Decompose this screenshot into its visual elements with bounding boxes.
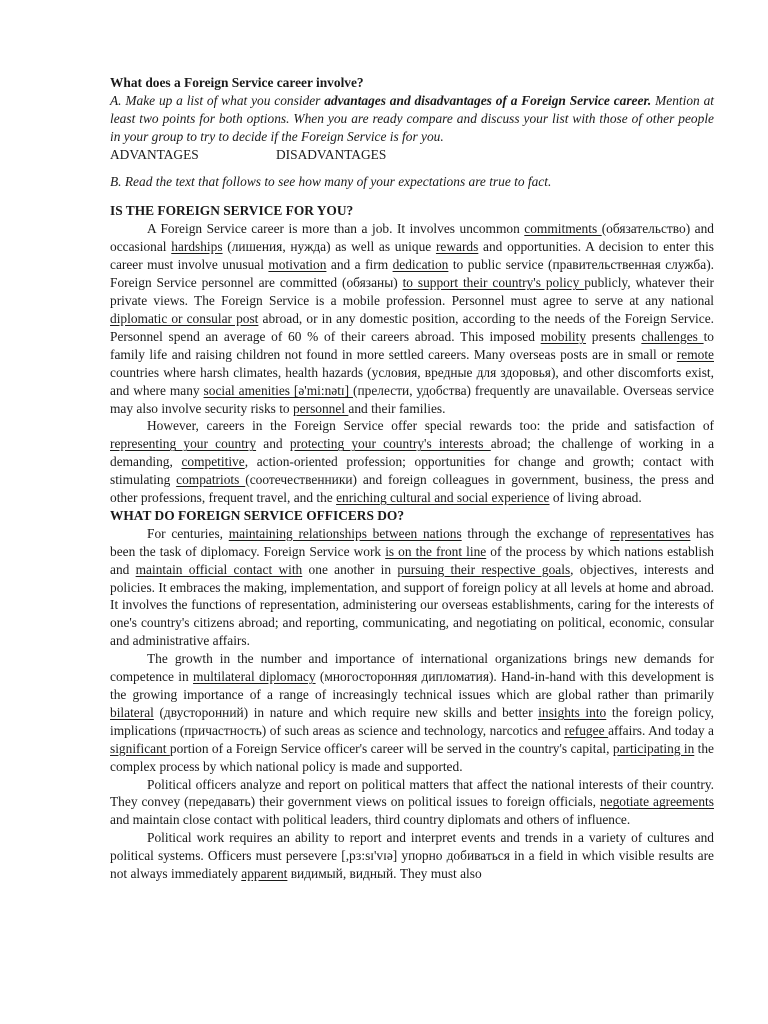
emphasis-text: advantages and disadvantages of a Foreign Service career. (324, 92, 652, 108)
task-a-text (110, 92, 714, 146)
underlined-term: to support their country's policy (402, 275, 585, 291)
text-run: and opportunities. A decision to enter this career must involve unusual (110, 239, 715, 273)
text-run: Political officers analyze and report on political matters that affect the national interests of their country. They convey (передавать) their government views on political issues to foreign officials, (110, 776, 714, 810)
text-run: Political work requires an ability to report and interpret events and trends in a variety of cultures and political systems. Officers must persevere [,pɜ:sɪ'vɪə] упорно добиваться in a field in which visible results are not always immediately (110, 830, 714, 882)
text-run: (соотечественники) and foreign colleagues in government, business, the press and other professions, frequent travel, and the (110, 472, 715, 506)
underlined-term: maintain official contact with (135, 561, 303, 577)
text-run: publicly, whatever their private views. The Foreign Service is a mobile profession. Personnel must agree to serve at any national (110, 275, 714, 309)
underlined-term: pursuing their respective goals (397, 561, 571, 577)
text-run: one another in (302, 561, 398, 577)
underlined-term: remote (676, 346, 714, 362)
text-run: Mention at least two points for both options. When you are ready compare and discuss your list with those of other people in your group to try to decide if the Foreign Service is for you. (110, 92, 714, 144)
text-run: For centuries, (147, 525, 229, 541)
text-run: and maintain close contact with political leaders, third country diplomats and others of influence. (110, 812, 631, 828)
underlined-term: challenges (641, 328, 704, 344)
underlined-term: multilateral diplomacy (193, 669, 316, 685)
text-run: of the process by which nations establish and (110, 543, 714, 577)
advantages-heading: ADVANTAGES (110, 146, 199, 162)
underlined-term: rewards (435, 239, 479, 255)
text-run: , objectives, interests and policies. It embraces the making, implementation, and support of foreign policy at all levels at home and abroad. It involves the functions of representation, administering our overseas establishments, caring for the interests of one's country's citizens abroad; and reporting, communicating, and negotiating on political, economic, consular and administrative affairs. (110, 561, 714, 649)
underlined-term: participating in (612, 740, 695, 756)
section-heading-officers-do: WHAT DO FOREIGN SERVICE OFFICERS DO? (110, 507, 405, 523)
text-run: (двусторонний) in nature and which require new skills and better (153, 704, 539, 720)
underlined-term: diplomatic or consular post (110, 310, 259, 326)
underlined-term: protecting your country's interests (289, 436, 491, 452)
underlined-term: representatives (610, 525, 691, 541)
disadvantages-heading: DISADVANTAGES (276, 146, 387, 162)
paragraph (110, 829, 714, 883)
text-run: (обязательство) and occasional (110, 221, 714, 255)
underlined-term: enriching cultural and social experience (336, 490, 550, 506)
intro-title: What does a Foreign Service career involve? (110, 75, 364, 90)
text-run: видимый, видный. They must also (287, 866, 482, 882)
text-run: abroad, or in any domestic position, according to the needs of the Foreign Service. Personnel spend an average of 60 % of their careers abroad. This imposed (110, 310, 715, 344)
underlined-term: motivation (268, 257, 327, 273)
text-run: and their families. (348, 400, 446, 416)
underlined-term: negotiate agreements (599, 794, 714, 810)
text-run: and a firm (326, 257, 393, 273)
underlined-term: maintaining relationships between nations (228, 525, 462, 541)
text-run: presents (586, 328, 642, 344)
text-run: of living abroad. (549, 490, 642, 506)
underlined-term: competitive (181, 454, 245, 470)
paragraph (110, 776, 714, 830)
paragraph (110, 650, 714, 775)
text-run: affairs. And today a (608, 722, 714, 738)
underlined-term: mobility (540, 328, 587, 344)
text-run: (прелести, удобства) frequently are unavailable. Overseas service may also involve security risks to (110, 382, 714, 416)
underlined-term: significant (110, 740, 170, 756)
underlined-term: refugee (564, 722, 609, 738)
text-run: the foreign policy, implications (причастность) of such areas as science and technology, narcotics and (110, 704, 714, 738)
underlined-term: compatriots (176, 472, 246, 488)
underlined-term: hardships (171, 239, 223, 255)
text-run: A Foreign Service career is more than a job. It involves uncommon (147, 221, 525, 237)
text-run: through the exchange of (461, 525, 611, 541)
text-run: (многосторонняя дипломатия). Hand-in-hand with this development is the growing importance of a range of increasingly technical issues which are global rather than primarily (110, 669, 714, 702)
underlined-term: social amenities [ə'mi:nətɪ] (203, 382, 354, 398)
advantages-columns (110, 146, 714, 164)
underlined-term: apparent (241, 866, 288, 882)
text-run: A. Make up a list of what you consider (110, 92, 325, 108)
text-run: (лишения, нужда) as well as unique (222, 239, 436, 255)
underlined-term: insights into (538, 704, 607, 720)
text-run: portion of a Foreign Service officer's career will be served in the country's capital, (169, 740, 613, 756)
text-run: abroad; the challenge of working in a demanding, (110, 436, 715, 470)
text-run: has been the task of diplomacy. Foreign Service work (110, 525, 714, 559)
underlined-term: representing your country (110, 436, 257, 452)
underlined-term: dedication (392, 257, 449, 273)
underlined-term: personnel (292, 400, 349, 416)
text-run: to public service (правительственная служба). Foreign Service personnel are committed (обязаны) (110, 257, 714, 291)
task-b-text: B. Read the text that follows to see how many of your expectations are true to fact. (110, 173, 552, 189)
underlined-term: commitments (524, 221, 602, 237)
text-run: to family life and raising children not found in more settled careers. Many overseas posts are in small or (110, 328, 714, 362)
paragraph (110, 417, 714, 507)
paragraph (110, 525, 714, 650)
text-run: countries where harsh climates, health hazards (условия, вредные для здоровья), and other discomforts exist, and where many (110, 364, 714, 398)
text-run: The growth in the number and importance of international organizations brings new demands for competence in (110, 651, 714, 685)
text-run: However, careers in the Foreign Service offer special rewards too: the pride and satisfaction of (147, 418, 714, 434)
underlined-term: bilateral (110, 704, 154, 720)
underlined-term: is on the front line (385, 543, 487, 559)
text-run: and (256, 436, 290, 452)
paragraph (110, 220, 714, 417)
section-heading-foreign-service-for-you: IS THE FOREIGN SERVICE FOR YOU? (110, 202, 354, 218)
text-run: , action-oriented profession; opportunities for change and growth; contact with stimulating (110, 454, 714, 488)
document-content (110, 74, 714, 883)
text-run: the complex process by which national policy is made and supported. (110, 740, 714, 774)
